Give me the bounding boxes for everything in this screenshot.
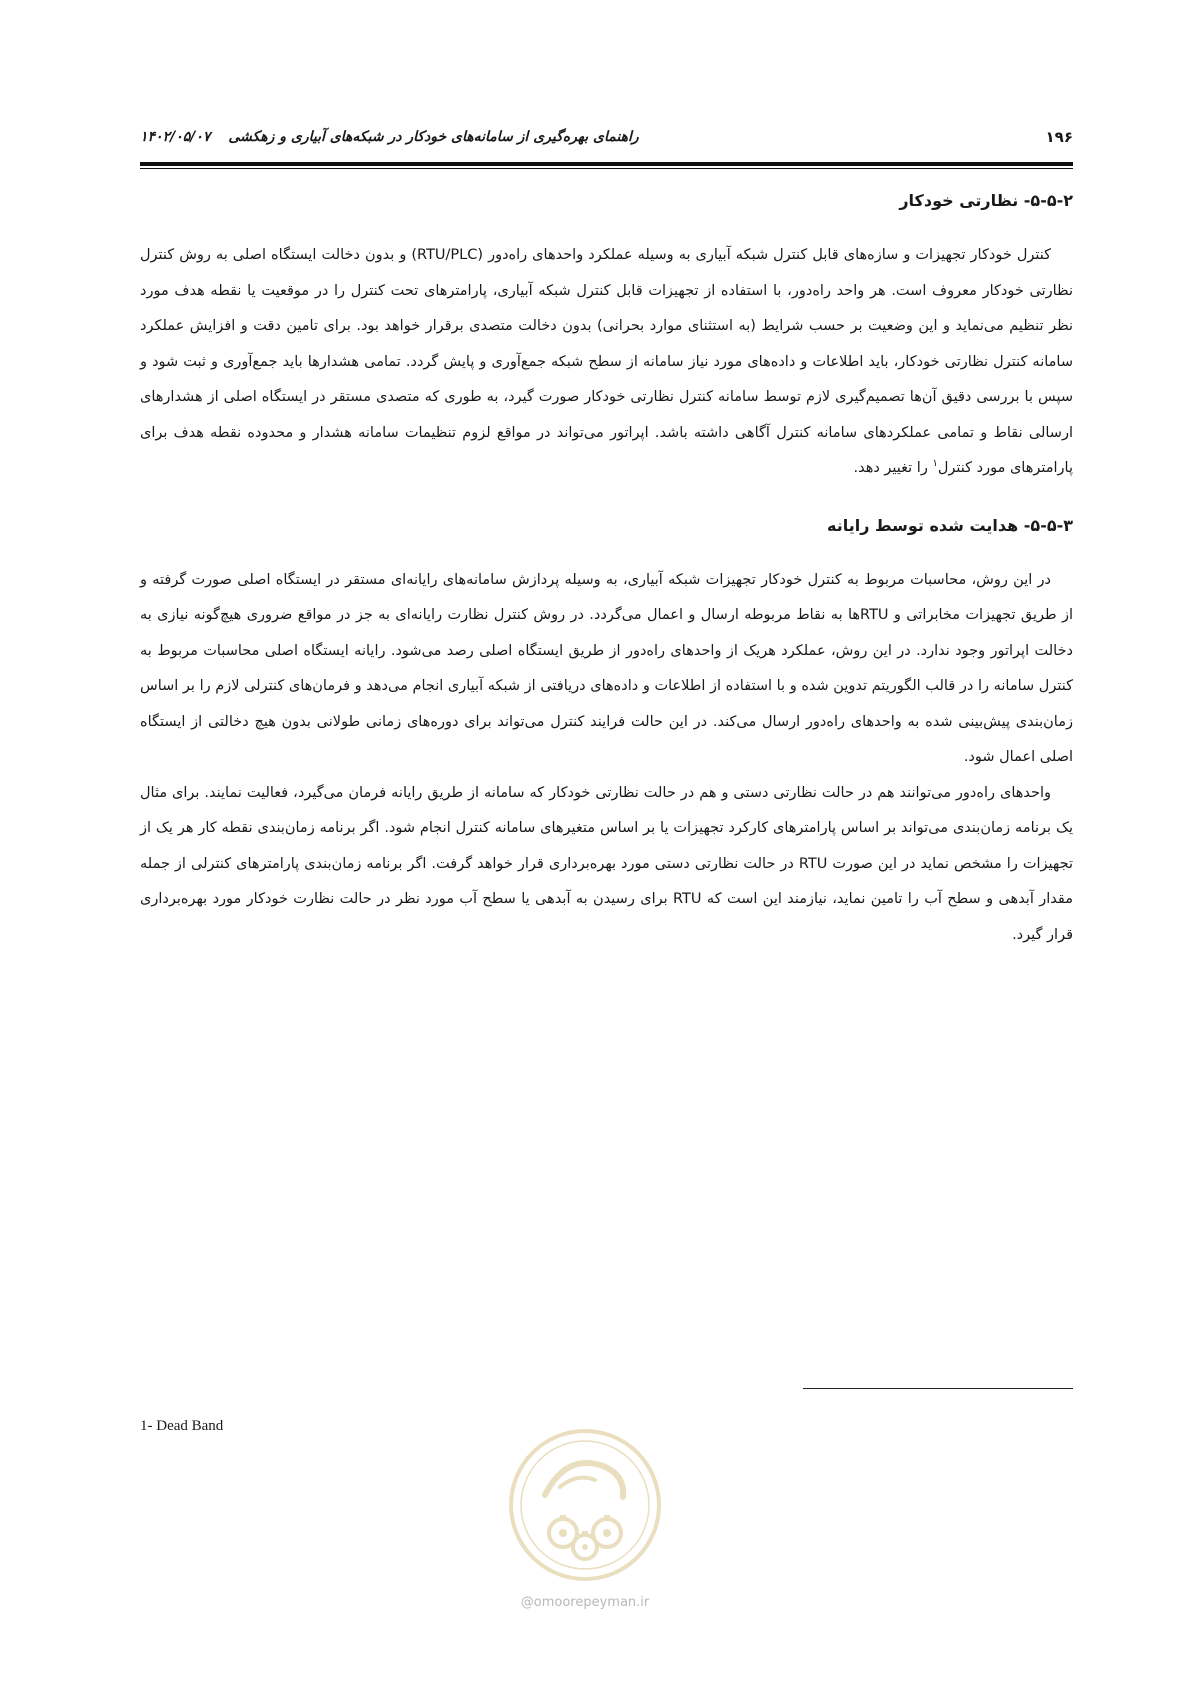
page-body xyxy=(140,186,1073,953)
section2-paragraph-2: واحدهای راه‌دور می‌توانند هم در حالت نظارتی دستی و هم در حالت نظارتی خودکار که سامانه از طریق رایانه فرمان می‌گیرد، فعالیت نمایند. برای مثال یک برنامه زمان‌بندی می‌تواند بر اساس پارامترهای کارکرد تجهیزات یا بر اساس متغیرهای سامانه کنترل انجام شود. اگر برنامه زمان‌بندی نقطه کار هر یک از تجهیزات را مشخص نماید در این صورت RTU در حالت نظارتی دستی مورد بهره‌برداری قرار خواهد گرفت. اگر برنامه زمان‌بندی پارامترهای کنترلی از جمله مقدار آبدهی و سطح آب را تامین نماید، نیازمند این است که RTU برای رسیدن به آبدهی یا سطح آب مورد نظر در حالت نظارت خودکار مورد بهره‌برداری قرار گیرد. xyxy=(140,784,1073,943)
watermark-logo-icon xyxy=(505,1425,665,1585)
header-rule-thick xyxy=(140,162,1073,166)
footnote-reference[interactable]: ۱ xyxy=(932,458,938,470)
section2-paragraph-1: در این روش، محاسبات مربوط به کنترل خودکار تجهیزات شبکه آبیاری، به وسیله پردازش سامانه‌های رایانه‌ای مستقر در ایستگاه اصلی صورت گرفته و از طریق تجهیزات مخابراتی و RTUها به نقاط مربوطه ارسال و اعمال می‌گردد. در روش کنترل نظارت رایانه‌ای به جز در مواقع ضروری هیچ‌گونه نیازی به دخالت اپراتور وجود ندارد. در این روش، عملکرد هریک از واحدهای راه‌دور از طریق ایستگاه اصلی رصد می‌شود. رایانه ایستگاه اصلی محاسبات مربوط به کنترل سامانه را در قالب الگوریتم تدوین شده و با استفاده از اطلاعات و داده‌های دریافتی از شبکه آبیاری انجام می‌دهد و فرمان‌های کنترلی لازم را بر اساس زمان‌بندی پیش‌بینی شده به واحدهای راه‌دور ارسال می‌کند. در این حالت فرایند کنترل می‌تواند برای دوره‌های زمانی طولانی بدون هیچ دخالتی از ایستگاه اصلی اعمال شود. xyxy=(140,571,1073,765)
page-number: ۱۹۶ xyxy=(1045,128,1073,146)
section1-paragraph xyxy=(140,238,1073,487)
running-title xyxy=(140,129,639,145)
watermark-url: @omoorepeyman.ir xyxy=(520,1595,650,1610)
header-rule-thin xyxy=(140,168,1073,169)
page-header xyxy=(140,122,1073,152)
section-heading-supervisory-automatic: ۵-۵-۲- نظارتی خودکار xyxy=(899,191,1073,210)
header-date: ۱۴۰۲/۰۵/۰۷ xyxy=(140,129,211,145)
header-book-title: راهنمای بهره‌گیری از سامانه‌های خودکار در شبکه‌های آبیاری و زهکشی xyxy=(228,129,639,145)
section-heading-computer-directed: ۵-۵-۳- هدایت شده توسط رایانه xyxy=(826,515,1073,535)
footnote: 1- Dead Band xyxy=(140,1418,224,1434)
footnote-separator xyxy=(803,1388,1073,1389)
section1-paragraph-tail: را تغییر دهد. xyxy=(853,460,928,476)
section1-paragraph-main: کنترل خودکار تجهیزات و سازه‌های قابل کنترل شبکه آبیاری به وسیله عملکرد واحدهای راه‌دور (RTU/PLC) و بدون دخالت ایستگاه اصلی به روش کنترل نظارتی خودکار معروف است. هر واحد راه‌دور، با استفاده از تجهیزات قابل کنترل شبکه آبیاری، پارامترهای تحت کنترل را در موقعیت یا نقطه هدف مورد نظر تنظیم می‌نماید و این وضعیت بر حسب شرایط (به استثنای موارد بحرانی) بدون دخالت متصدی برقرار خواهد بود. برای تامین دقت و افزایش عملکرد سامانه کنترل نظارتی خودکار، باید اطلاعات و داده‌های مورد نیاز سامانه از سطح شبکه جمع‌آوری و پایش گردد. تمامی هشدارها باید جمع‌آوری و ثبت شود و سپس با بررسی دقیق آن‌ها تصمیم‌گیری لازم توسط سامانه کنترل نظارتی خودکار صورت گیرد، به طوری که متصدی مستقر در ایستگاه اصلی از هشدارهای ارسالی نقاط و تمامی عملکردهای سامانه کنترل آگاهی داشته باشد. اپراتور می‌تواند در مواقع لزوم تنظیمات سامانه هشدار و محدوده نقطه هدف برای پارامترهای مورد کنترل xyxy=(140,247,1073,476)
